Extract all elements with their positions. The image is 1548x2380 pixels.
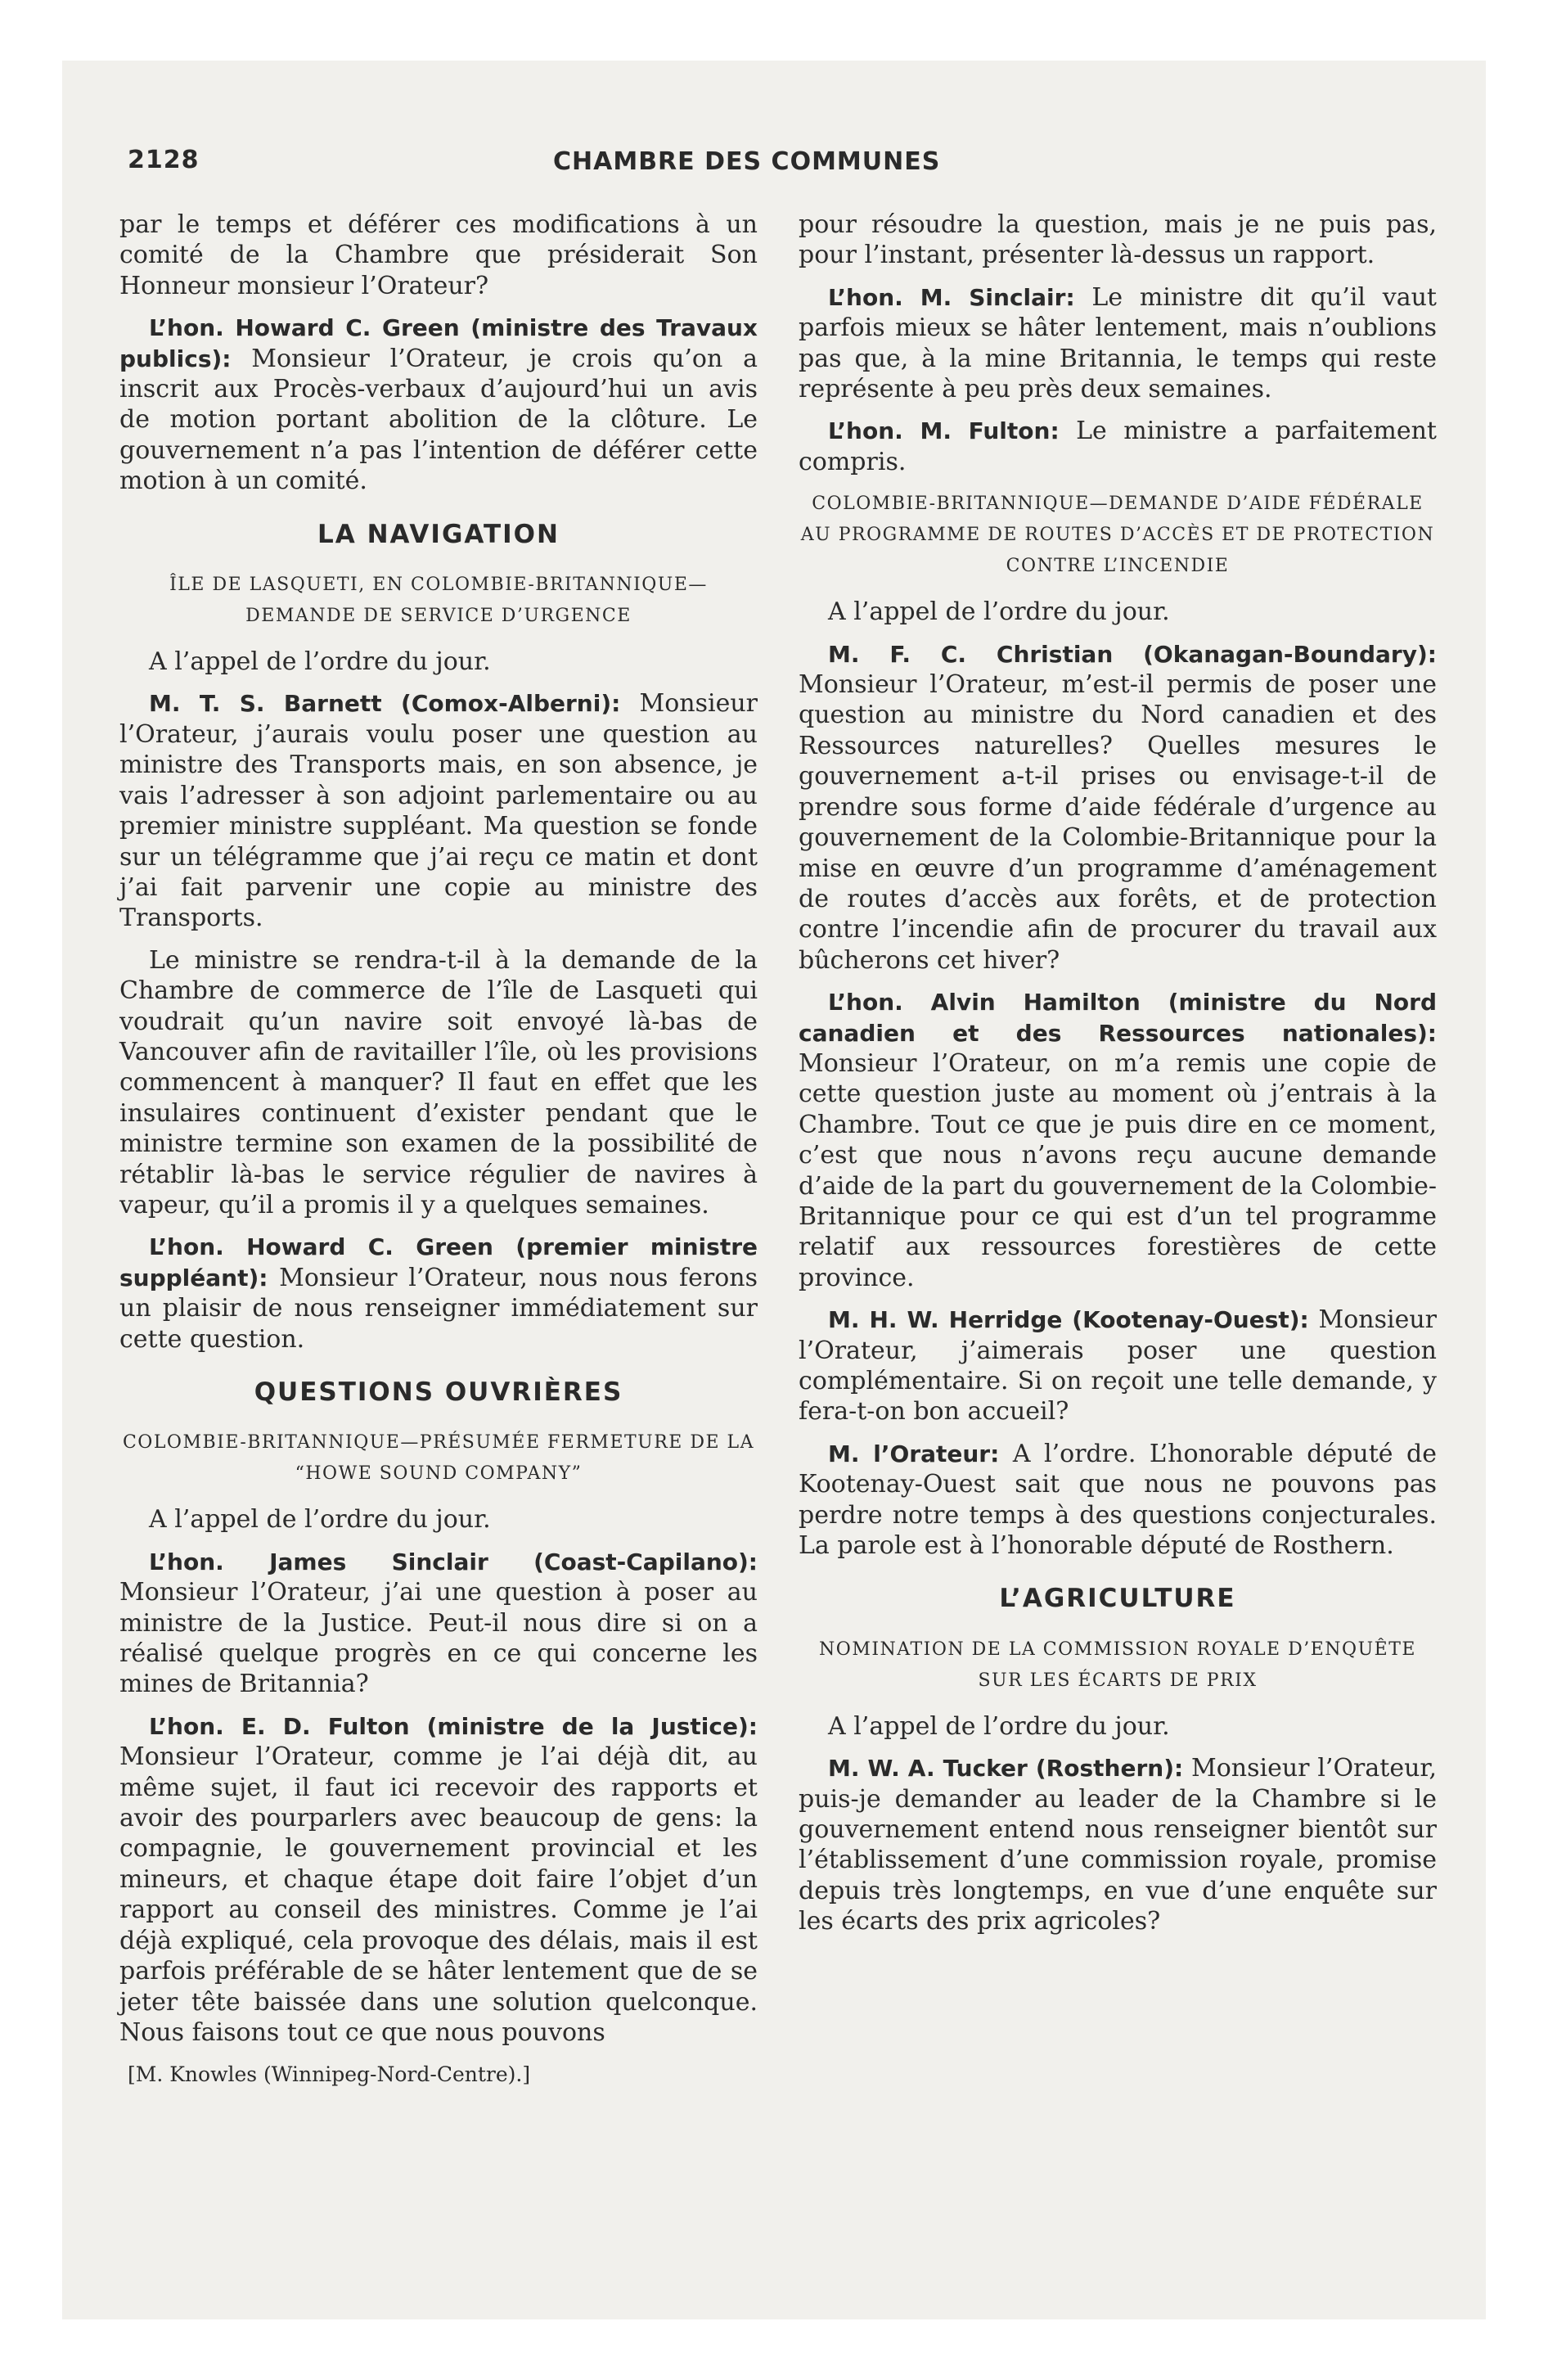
speaker-name: L’hon. Howard C. Green (ministre des Travaux publics): — [119, 314, 758, 372]
right-column — [799, 210, 1437, 1949]
speaker-name: M. F. C. Christian (Okanagan-Boundary): — [828, 640, 1437, 668]
left-column — [119, 210, 758, 2102]
paragraph: A l’appel de l’ordre du jour. — [828, 1711, 1170, 1741]
running-title: CHAMBRE DES COMMUNES — [553, 147, 941, 176]
section-subheading: COLOMBIE-BRITANNIQUE—DEMANDE D’AIDE FÉDÉRALE AU PROGRAMME DE ROUTES D’ACCÈS ET DE PROTECTION CONTRE L’INCENDIE — [800, 494, 1435, 577]
paragraph — [799, 282, 1437, 405]
paragraph — [799, 1305, 1437, 1427]
section-heading: L’AGRICULTURE — [999, 1584, 1236, 1614]
page-header — [128, 146, 1420, 187]
section-subheading: NOMINATION DE LA COMMISSION ROYALE D’ENQUÊTE SUR LES ÉCARTS DE PRIX — [819, 1639, 1416, 1691]
page-number: 2128 — [128, 146, 200, 174]
speaker-name: L’hon. E. D. Fulton (ministre de la Justice): — [149, 1712, 758, 1740]
speech-text: Monsieur l’Orateur, nous nous ferons un plaisir de nous renseigner immédiatement sur cette question. — [119, 1263, 758, 1354]
speech-text: Monsieur l’Orateur, j’aimerais poser une question complémentaire. Si on reçoit une telle demande, y fera-t-on bon accueil? — [799, 1305, 1438, 1427]
paragraph: pour résoudre la question, mais je ne puis pas, pour l’instant, présenter là-dessus un rapport. — [799, 210, 1437, 270]
speaker-name: M. W. A. Tucker (Rosthern): — [828, 1755, 1184, 1783]
paragraph: A l’appel de l’ordre du jour. — [149, 1505, 491, 1535]
speaker-name: M. H. W. Herridge (Kootenay-Ouest): — [828, 1306, 1309, 1334]
section-heading: QUESTIONS OUVRIÈRES — [254, 1377, 623, 1407]
section-subheading: ÎLE DE LASQUETI, EN COLOMBIE-BRITANNIQUE—DEMANDE DE SERVICE D’URGENCE — [169, 575, 708, 627]
speaker-name: L’hon. Alvin Hamilton (ministre du Nord canadien et des Ressources nationales): — [799, 989, 1437, 1047]
paragraph — [799, 987, 1437, 1293]
speaker-name: L’hon. M. Fulton: — [828, 417, 1060, 445]
speech-text: Monsieur l’Orateur, puis-je demander au leader de la Chambre si le gouvernement entend nous renseigner bientôt sur l’établissement d’une commission royale, promise depuis très longtemps, en vue d’une enquête sur les écarts des prix agricoles? — [799, 1754, 1437, 1936]
section-heading: LA NAVIGATION — [317, 519, 560, 549]
speech-text: Le ministre a parfaitement compris. — [799, 417, 1437, 476]
paragraph — [799, 639, 1437, 976]
speech-text: Monsieur l’Orateur, j’ai une question à poser au ministre de la Justice. Peut-il nous dire si on a réalisé quelque progrès en ce qui concerne les mines de Britannia? — [119, 1578, 758, 1699]
speech-text: Monsieur l’Orateur, j’aurais voulu poser une question au ministre des Transports mais, en son absence, je vais l’adresser à son adjoint parlementaire ou au premier ministre suppléant. Ma question se fonde sur un télégramme que j’ai reçu ce matin et dont j’ai fait parvenir une copie au ministre des Transports. — [119, 689, 758, 933]
paragraph — [799, 416, 1437, 477]
speaker-name: M. l’Orateur: — [828, 1440, 1000, 1467]
footnote: [M. Knowles (Winnipeg-Nord-Centre).] — [128, 2062, 531, 2087]
paragraph — [119, 1711, 758, 2048]
paragraph: Le ministre se rendra-t-il à la demande de la Chambre de commerce de l’île de Lasqueti qui voudrait qu’un navire soit envoyé là-bas de Vancouver afin de ravitailler l’île, où les provisions commencent à manquer? Il faut en effet que les insulaires continuent d’exister pendant que le ministre termine son examen de la possibilité de rétablir là-bas le service régulier de navires à vapeur, qu’il a promis il y a quelques semaines. — [119, 945, 758, 1219]
paragraph: A l’appel de l’ordre du jour. — [828, 597, 1170, 627]
paragraph — [799, 1753, 1437, 1936]
speech-text: Monsieur l’Orateur, je crois qu’on a inscrit aux Procès-verbaux d’aujourd’hui un avis de motion portant abolition de la clôture. Le gouvernement n’a pas l’intention de déférer cette motion à un comité. — [119, 344, 758, 496]
speaker-name: L’hon. M. Sinclair: — [828, 283, 1075, 311]
paragraph — [119, 313, 758, 496]
speech-text: Monsieur l’Orateur, comme je l’ai déjà dit, au même sujet, il faut ici recevoir des rapports et avoir des pourparlers avec beaucoup de gens: la compagnie, le gouvernement provincial et les mineurs, et chaque étape doit faire l’objet d’un rapport au conseil des ministres. Comme je l’ai déjà expliqué, cela provoque des délais, mais il est parfois préférable de se hâter lentement que de se jeter tête baissée dans une solution quelconque. Nous faisons tout ce que nous pouvons — [119, 1742, 758, 2047]
section-subheading: COLOMBIE-BRITANNIQUE—PRÉSUMÉE FERMETURE DE LA “HOWE SOUND COMPANY” — [122, 1432, 755, 1485]
speaker-name: L’hon. James Sinclair (Coast-Capilano): — [149, 1548, 758, 1575]
paragraph — [119, 1547, 758, 1700]
paragraph: par le temps et déférer ces modifications à un comité de la Chambre que présiderait Son Honneur monsieur l’Orateur? — [119, 210, 758, 300]
speech-text: A l’ordre. L’honorable député de Kootenay-Ouest sait que nous ne pouvons pas perdre notre temps à des questions conjecturales. La parole est à l’honorable député de Rosthern. — [799, 1439, 1437, 1561]
paragraph — [119, 688, 758, 933]
speech-text: Le ministre dit qu’il vaut parfois mieux se hâter lentement, mais n’oublions pas que, à la mine Britannia, le temps qui reste représente à peu près deux semaines. — [799, 282, 1437, 404]
paragraph: A l’appel de l’ordre du jour. — [149, 647, 491, 677]
speech-text: Monsieur l’Orateur, on m’a remis une copie de cette question juste au moment où j’entrais à la Chambre. Tout ce que je puis dire en ce moment, c’est que nous n’avons reçu aucune demande d’aide de la part du gouvernement de la Colombie-Britannique pour ce qui est d’un tel programme relatif aux ressources forestières de cette province. — [799, 1048, 1437, 1292]
speaker-name: M. T. S. Barnett (Comox-Alberni): — [149, 690, 621, 718]
paragraph — [799, 1439, 1437, 1562]
paragraph — [119, 1232, 758, 1355]
speech-text: Monsieur l’Orateur, m’est-il permis de poser une question au ministre du Nord canadien et des Ressources naturelles? Quelles mesures le gouvernement a-t-il prises ou envisage-t-il de prendre sous forme d’aide fédérale d’urgence au gouvernement de la Colombie-Britannique pour la mise en œuvre d’un programme d’aménagement de routes d’accès aux forêts, et de protection contre l’incendie afin de procurer du travail aux bûcherons cet hiver? — [799, 670, 1437, 975]
speaker-name: L’hon. Howard C. Green (premier ministre suppléant): — [119, 1233, 758, 1291]
